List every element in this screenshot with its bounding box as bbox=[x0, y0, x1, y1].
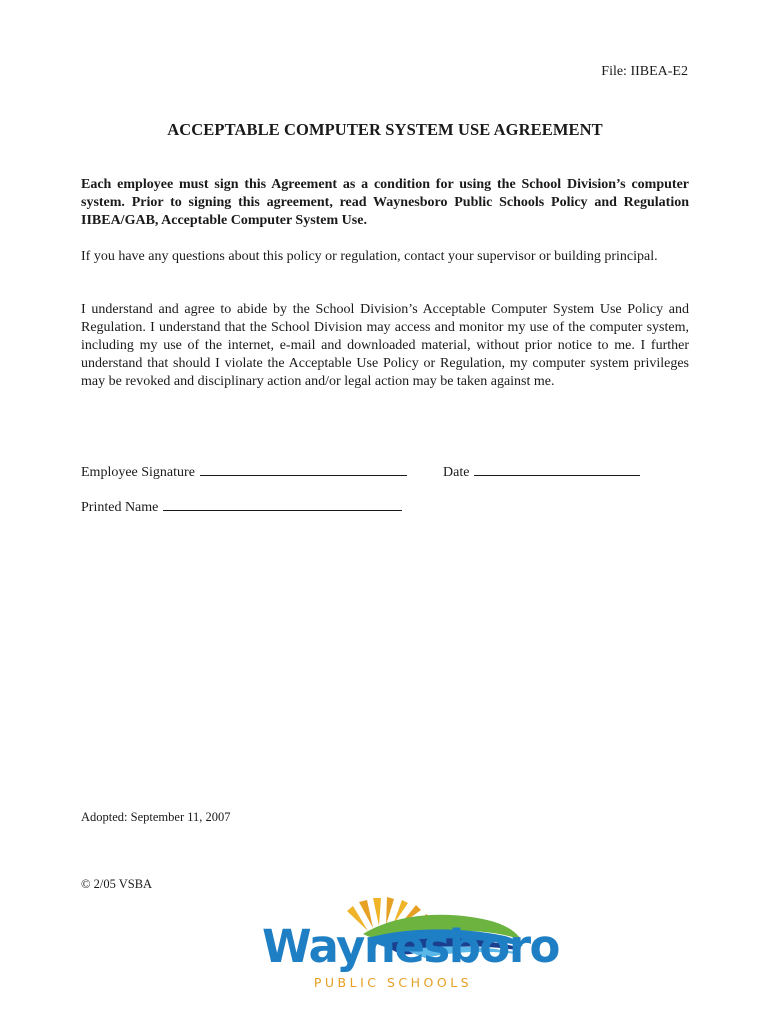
date-line[interactable] bbox=[474, 461, 640, 476]
adopted-date: Adopted: September 11, 2007 bbox=[81, 810, 231, 824]
employee-signature-field bbox=[81, 461, 407, 481]
printed-name-label: Printed Name bbox=[81, 500, 159, 515]
copyright-notice: © 2/05 VSBA bbox=[81, 877, 153, 891]
logo-subtitle: PUBLIC SCHOOLS bbox=[313, 975, 473, 990]
employee-signature-line[interactable] bbox=[200, 461, 407, 476]
agreement-paragraph: I understand and agree to abide by the School Division’s Acceptable Computer System Use Policy and Regulation. I understand that the School Division may access and monitor my use of the computer system, including my use of the internet, e-mail and downloaded material, without prior notice to me. I further understand that should I violate the Acceptable Use Policy or Regulation, my computer system privileges may be revoked and disciplinary action and/or legal action may be taken against me. bbox=[81, 302, 689, 389]
questions-paragraph: If you have any questions about this policy or regulation, contact your supervisor or building principal. bbox=[81, 249, 658, 264]
printed-name-field bbox=[81, 496, 402, 516]
instruction-paragraph: Each employee must sign this Agreement as a condition for using the School Division’s computer system. Prior to signing this agreement, read Waynesboro Public Schools Policy and Regulation IIBEA/GAB, Acceptable Computer System Use. bbox=[81, 177, 689, 228]
employee-signature-label: Employee Signature bbox=[81, 465, 195, 480]
document-title: ACCEPTABLE COMPUTER SYSTEM USE AGREEMENT bbox=[167, 120, 603, 139]
file-reference: File: IIBEA-E2 bbox=[601, 64, 688, 79]
logo-wordmark: Waynesboro bbox=[262, 920, 559, 973]
date-field bbox=[443, 461, 640, 481]
date-label: Date bbox=[443, 465, 470, 480]
printed-name-line[interactable] bbox=[163, 496, 402, 511]
